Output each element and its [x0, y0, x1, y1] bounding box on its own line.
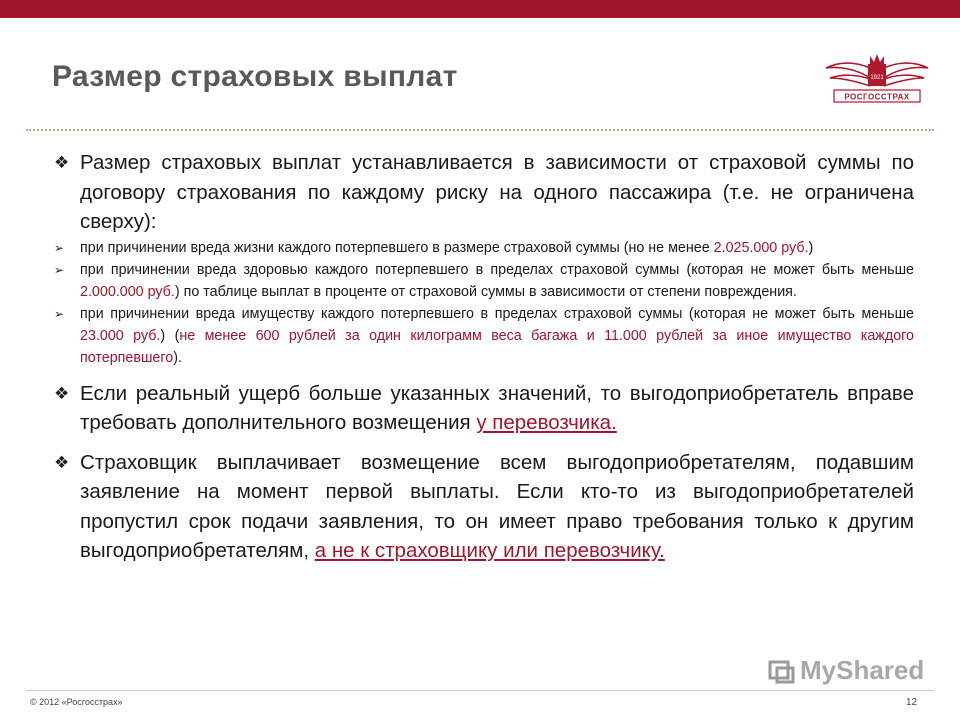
logo-text: РОСГОССТРАХ	[844, 92, 910, 102]
watermark-text: MyShared	[800, 655, 925, 685]
arrow-bullet-icon: ➢	[54, 240, 65, 255]
sub-bullet-1-text: при причинении вреда жизни каждого потерпевшего в размере страховой суммы (но не менее	[80, 239, 714, 256]
logo-year: 1921	[870, 75, 884, 81]
copyright: © 2012 «Росгосстрах»	[30, 697, 123, 707]
sub-bullet-3-amount: 23.000 руб.	[80, 327, 161, 344]
arrow-bullet-icon: ➢	[54, 262, 65, 277]
rosgosstrakh-logo	[822, 42, 932, 108]
sub-bullet-1-end: )	[808, 239, 814, 256]
sub-bullet-3-end: ).	[173, 349, 182, 366]
sub-bullet-1-amount: 2.025.000 руб.	[713, 239, 809, 256]
sub-bullet-3-mid: ) (	[160, 327, 180, 344]
top-accent-bar	[0, 0, 960, 18]
sub-bullet-3-text: при причинении вреда имуществу каждого потерпевшего в пределах страховой суммы (которая не может быть меньше	[80, 305, 914, 322]
sub-bullet-2-end: ) по таблице выплат в проценте от страховой суммы в зависимости от степени повреждения.	[174, 283, 797, 300]
sub-bullet-1	[52, 237, 914, 259]
bullet-2	[52, 379, 914, 438]
sub-bullet-2-amount: 2.000.000 руб.	[80, 283, 175, 300]
sub-bullet-3	[52, 303, 914, 369]
title-divider	[26, 129, 934, 131]
slide-content	[52, 148, 914, 566]
page-number: 12	[906, 697, 918, 708]
watermark-icon	[768, 658, 796, 686]
bullet-1-text: Размер страховых выплат устанавливается в зависимости от страховой суммы по договору страхования по каждому риску на одного пассажира (т.е. не ограничена сверху):	[80, 151, 914, 233]
bullet-1	[52, 148, 914, 237]
footer-line	[26, 690, 934, 691]
sub-bullet-2	[52, 259, 914, 303]
bullet-2-underlined: у перевозчика.	[476, 411, 617, 434]
bullet-3-underlined: а не к страховщику или перевозчику.	[314, 539, 665, 562]
sub-bullet-3-baggage: не менее 600 рублей за один килограмм веса багажа и 11.000 рублей за иное имущество каждого потерпевшего	[80, 327, 914, 366]
page-title: Размер страховых выплат	[52, 60, 458, 93]
arrow-bullet-icon: ➢	[54, 306, 65, 321]
diamond-bullet-icon: ❖	[54, 452, 70, 472]
diamond-bullet-icon: ❖	[54, 153, 70, 172]
bullet-3-text: Страховщик выплачивает возмещение всем выгодоприобретателям, подавшим заявление на момент первой выплаты. Если кто-то из выгодоприобретателей пропустил срок подачи заявления, то он имеет право требования только к другим выгодоприобретателям,	[80, 450, 914, 562]
bullet-2-text: Если реальный ущерб больше указанных значений, то выгодоприобретатель вправе требовать дополнительного возмещения	[80, 381, 914, 434]
sub-bullet-2-text: при причинении вреда здоровью каждого потерпевшего в пределах страховой суммы (которая не может быть меньше	[80, 261, 914, 278]
bullet-3	[52, 448, 914, 566]
diamond-bullet-icon: ❖	[54, 383, 70, 403]
